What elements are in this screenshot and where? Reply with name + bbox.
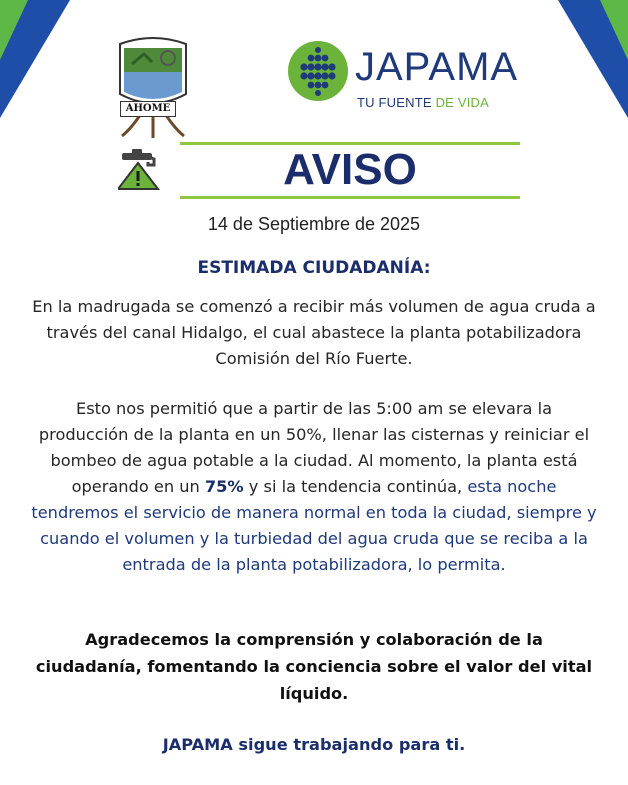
municipal-crest-icon xyxy=(112,32,194,142)
closing-message: JAPAMA sigue trabajando para ti. xyxy=(162,735,466,754)
corner-decoration-right xyxy=(508,0,628,118)
brand-name: JAPAMA xyxy=(355,45,519,89)
salutation: ESTIMADA CIUDADANÍA: xyxy=(197,258,431,278)
operation-percent: 75% xyxy=(204,477,244,496)
paragraph-2-part1: Esto nos permitió que a partir de las 5:00 am se elevara la producción de la planta en un 50%, llenar las cisternas y reiniciar el bombeo de agua potable a la ciudad. Al momento, la planta está operando en un xyxy=(38,399,590,496)
tagline-part2: DE VIDA xyxy=(435,95,489,110)
notice-date: 14 de Septiembre de 2025 xyxy=(207,214,421,234)
warning-icon xyxy=(118,149,162,191)
japama-logo-icon xyxy=(287,40,349,102)
paragraph-1: En la madrugada se comenzó a recibir más volumen de agua cruda a través del canal Hidalgo, el cual abastece la planta potabilizadora Comisión del Río Fuerte. xyxy=(32,297,596,368)
municipality-label: AHOME xyxy=(120,101,176,117)
page-title: AVISO xyxy=(283,145,417,194)
brand-tagline xyxy=(357,95,489,111)
paragraph-2-part2: y si la tendencia continúa, xyxy=(243,477,468,496)
paragraph-2 xyxy=(30,396,598,578)
tagline-part1: TU FUENTE xyxy=(357,95,436,110)
title-rule-bottom xyxy=(180,196,520,199)
corner-decoration-left xyxy=(0,0,120,118)
paragraph-2-part3: esta noche tendremos el servicio de manera normal en toda la ciudad, siempre y cuando el volumen y la turbiedad del agua cruda que se reciba a la entrada de la planta potabilizadora, lo permita. xyxy=(31,477,597,574)
thanks-message: Agradecemos la comprensión y colaboración de la ciudadanía, fomentando la conciencia sobre el valor del vital líquido. xyxy=(35,630,593,703)
